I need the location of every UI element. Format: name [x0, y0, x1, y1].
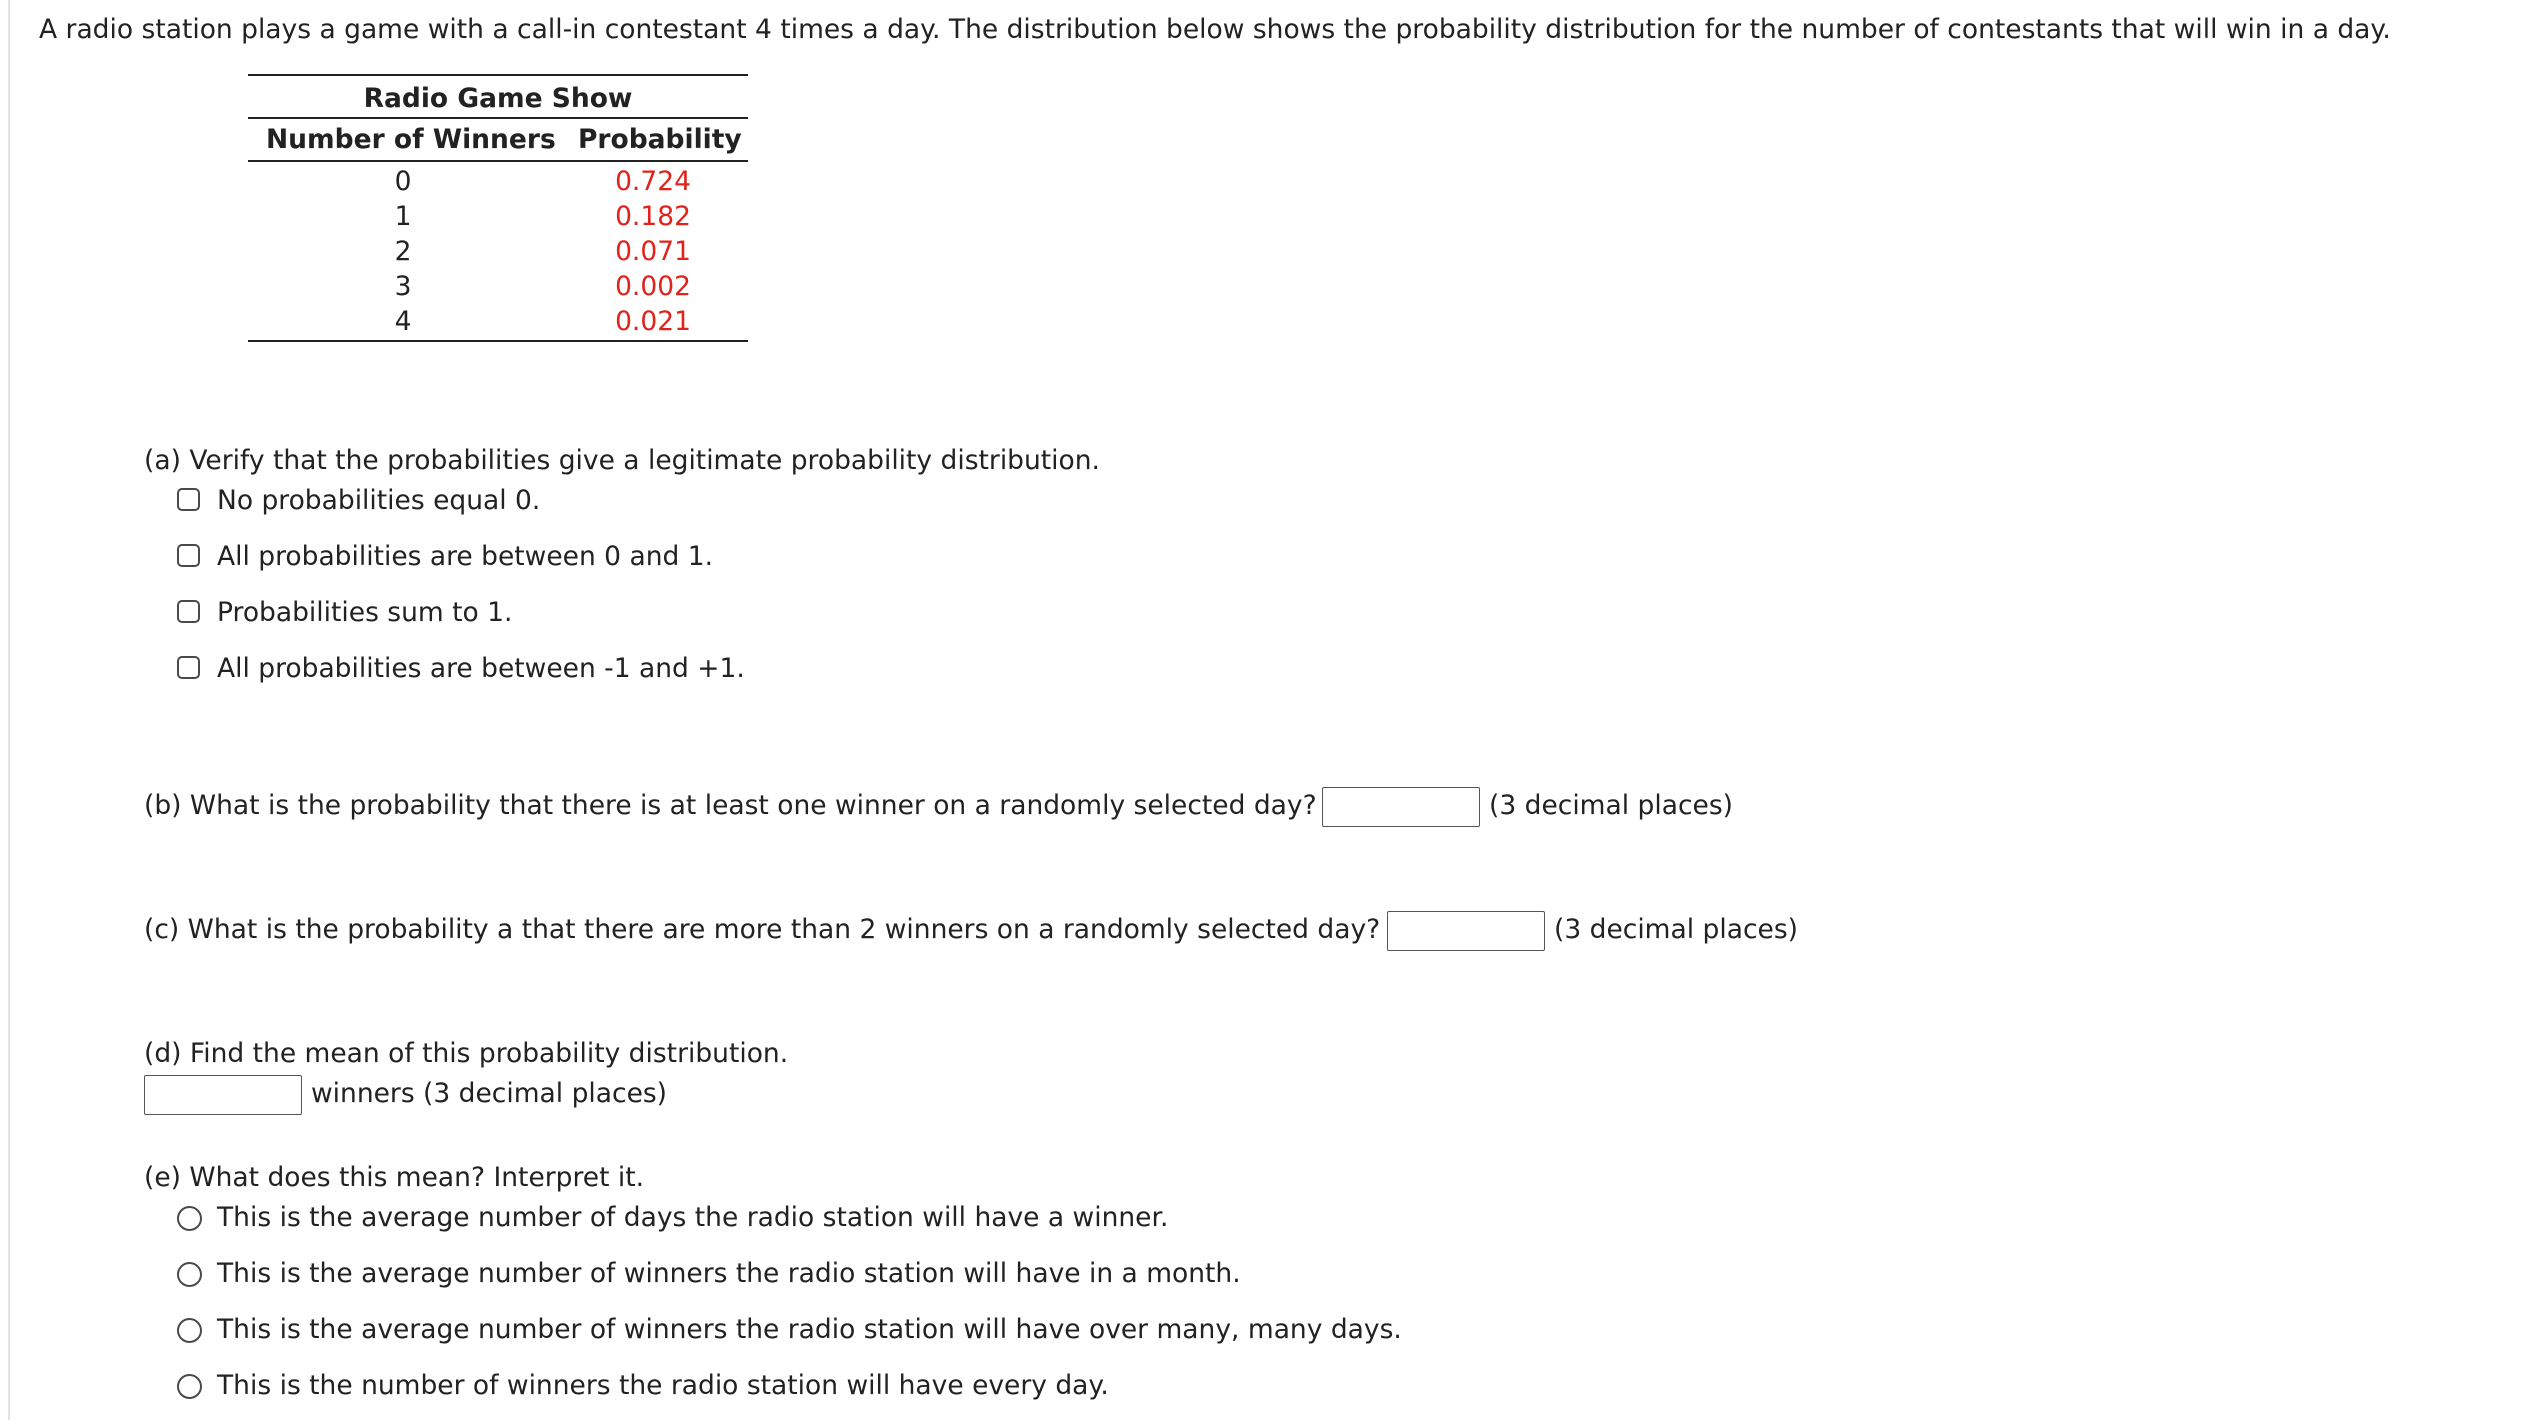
option-label: This is the average number of winners the radio station will have in a month.: [217, 1258, 1241, 1289]
table-cell-winners: 4: [394, 306, 412, 337]
option-label: This is the average number of days the radio station will have a winner.: [217, 1202, 1169, 1233]
problem-intro: A radio station plays a game with a call-in contestant 4 times a day. The distribution below shows the probability distribution for the number of contestants that will win in a day.: [39, 14, 2391, 45]
part-c-suffix: (3 decimal places): [1554, 914, 1798, 945]
checkbox-sum-to-1[interactable]: [177, 600, 200, 623]
checkbox-between-neg1-and-1[interactable]: [177, 656, 200, 679]
part-d-question: (d) Find the mean of this probability distribution.: [144, 1038, 789, 1069]
part-c-answer-input[interactable]: [1387, 911, 1545, 951]
table-top-rule: [248, 74, 748, 76]
table-cell-probability: 0.071: [615, 236, 691, 267]
part-b-answer-input[interactable]: [1322, 787, 1480, 827]
radio-winners-every-day[interactable]: [177, 1374, 202, 1399]
header-rule: [248, 160, 748, 162]
caption-rule: [248, 117, 748, 119]
option-label: Probabilities sum to 1.: [217, 597, 513, 628]
checkbox-no-probabilities-zero[interactable]: [177, 488, 200, 511]
left-border: [8, 0, 10, 1420]
option-label: This is the average number of winners the radio station will have over many, many days.: [217, 1314, 1402, 1345]
option-label: No probabilities equal 0.: [217, 485, 541, 516]
table-cell-winners: 2: [394, 236, 412, 267]
option-label: All probabilities are between 0 and 1.: [217, 541, 714, 572]
table-cell-winners: 3: [394, 271, 412, 302]
checkbox-between-0-and-1[interactable]: [177, 544, 200, 567]
radio-average-winners-many-days[interactable]: [177, 1318, 202, 1343]
table-cell-winners: 1: [394, 201, 412, 232]
part-b-suffix: (3 decimal places): [1489, 790, 1733, 821]
column-header-winners: Number of Winners: [266, 124, 556, 155]
table-cell-winners: 0: [394, 166, 412, 197]
table-cell-probability: 0.182: [615, 201, 691, 232]
table-cell-probability: 0.002: [615, 271, 691, 302]
table-cell-probability: 0.724: [615, 166, 691, 197]
radio-average-winners-month[interactable]: [177, 1262, 202, 1287]
part-c-question: (c) What is the probability a that there are more than 2 winners on a randomly selected day?: [144, 914, 1381, 945]
table-cell-probability: 0.021: [615, 306, 691, 337]
radio-average-days-winner[interactable]: [177, 1206, 202, 1231]
part-d-suffix: winners (3 decimal places): [311, 1078, 668, 1109]
column-header-probability: Probability: [578, 124, 742, 155]
option-label: All probabilities are between -1 and +1.: [217, 653, 745, 684]
part-d-answer-input[interactable]: [144, 1075, 302, 1115]
table-bottom-rule: [248, 340, 748, 342]
part-e-question: (e) What does this mean? Interpret it.: [144, 1162, 645, 1193]
option-label: This is the number of winners the radio station will have every day.: [217, 1370, 1109, 1401]
part-a-question: (a) Verify that the probabilities give a legitimate probability distribution.: [144, 445, 1100, 476]
table-caption: Radio Game Show: [363, 83, 633, 114]
part-b-question: (b) What is the probability that there is at least one winner on a randomly selected day?: [144, 790, 1317, 821]
